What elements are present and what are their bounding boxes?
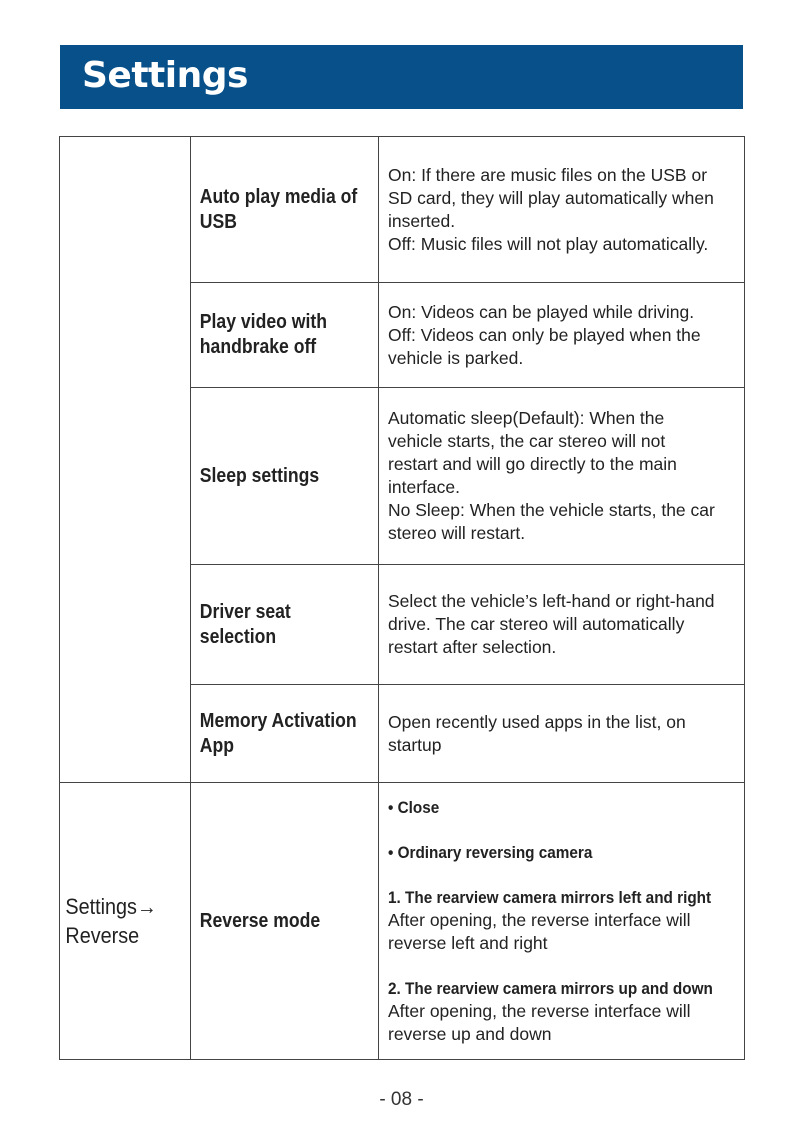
mirror-up-down-title: 2. The rearview camera mirrors up and down xyxy=(388,979,713,998)
mirror-left-right-title: 1. The rearview camera mirrors left and right xyxy=(388,888,712,907)
setting-description: Select the vehicle’s left-hand or right-hand drive. The car stereo will automatically restart after selection. xyxy=(388,591,715,657)
page-title: Settings xyxy=(82,55,248,96)
section-label-reverse: Settings→ Reverse xyxy=(65,894,157,948)
setting-name: Sleep settings xyxy=(199,464,320,487)
table-row xyxy=(60,783,745,1060)
settings-table xyxy=(59,136,745,1060)
option-ordinary-camera: • Ordinary reversing camera xyxy=(388,843,593,862)
setting-name: Reverse mode xyxy=(199,909,321,932)
section-label-empty xyxy=(60,137,191,783)
option-close: • Close xyxy=(388,798,440,817)
setting-description: Open recently used apps in the list, on startup xyxy=(388,711,686,755)
table-row xyxy=(60,137,745,283)
page-number: - 08 - xyxy=(379,1089,424,1110)
setting-name: Memory Activation App xyxy=(199,709,357,757)
setting-description: On: Videos can be played while driving. Off: Videos can only be played when the vehicle is parked. xyxy=(388,301,701,368)
setting-description: On: If there are music files on the USB or SD card, they will play automatically when inserted. Off: Music files will not play automatically. xyxy=(388,164,714,254)
setting-name: Auto play media of USB xyxy=(199,185,358,233)
setting-name: Driver seat selection xyxy=(199,600,291,648)
setting-description: • Close • Ordinary reversing camera 1. The rearview camera mirrors left and right After opening, the reverse interface will reverse left and right 2. The rearview camera mirrors up and down After opening, the reverse interface will reverse up and down xyxy=(388,798,713,1044)
header-bar xyxy=(60,45,743,109)
setting-name: Play video with handbrake off xyxy=(199,311,327,358)
setting-description: Automatic sleep(Default): When the vehicle starts, the car stereo will not restart and will go directly to the main interface. No Sleep: When the vehicle starts, the car stereo will restart. xyxy=(388,408,715,543)
